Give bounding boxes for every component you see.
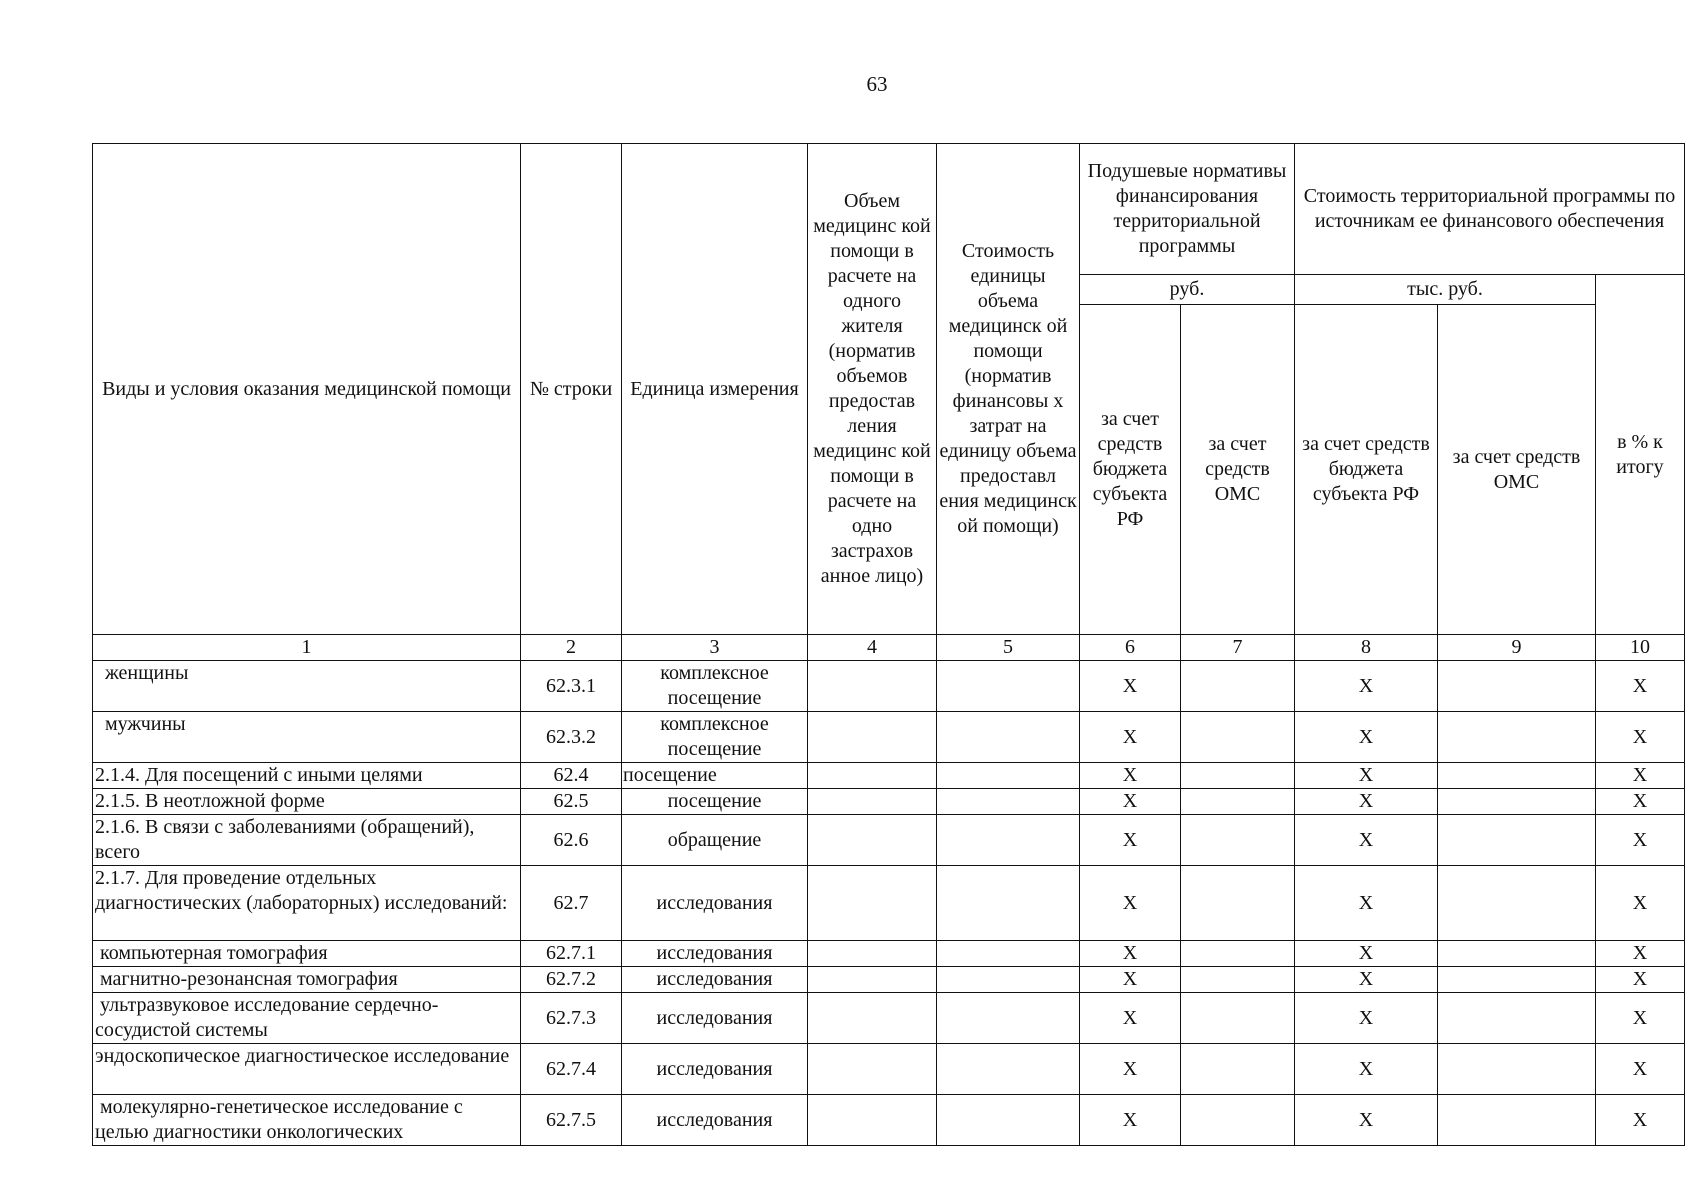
row-number: 62.7.2 (521, 967, 622, 993)
row-percent: Х (1596, 789, 1685, 815)
row-budget-thousand: Х (1295, 1044, 1438, 1095)
row-budget-rub: Х (1080, 1044, 1181, 1095)
row-oms-thousand (1438, 1044, 1596, 1095)
row-budget-thousand: Х (1295, 866, 1438, 941)
row-unit: обращение (622, 815, 808, 866)
row-budget-rub: Х (1080, 1095, 1181, 1146)
row-oms-thousand (1438, 993, 1596, 1044)
table-row (93, 1095, 1685, 1146)
row-unit: исследования (622, 993, 808, 1044)
row-unit: комплексное посещение (622, 661, 808, 712)
header-volume-per-resident: Объем медицинс кой помощи в расчете на одного жителя (норматив объемов предостав ления медицинс кой помощи в расчете на одно застрахов анное лицо) (808, 144, 937, 635)
row-budget-rub: Х (1080, 661, 1181, 712)
column-number: 9 (1438, 635, 1596, 661)
row-unit-cost (937, 815, 1080, 866)
row-oms-rub (1181, 789, 1295, 815)
row-unit-cost (937, 763, 1080, 789)
row-oms-thousand (1438, 941, 1596, 967)
row-volume (808, 866, 937, 941)
row-oms-rub (1181, 712, 1295, 763)
row-name: компьютерная томография (93, 941, 521, 967)
table-row (93, 763, 1685, 789)
column-number: 5 (937, 635, 1080, 661)
row-name: женщины (93, 661, 521, 712)
row-volume (808, 661, 937, 712)
row-oms-thousand (1438, 866, 1596, 941)
row-budget-thousand: Х (1295, 789, 1438, 815)
table-row (93, 661, 1685, 712)
row-percent: Х (1596, 993, 1685, 1044)
row-volume (808, 763, 937, 789)
row-oms-rub (1181, 1095, 1295, 1146)
row-oms-rub (1181, 815, 1295, 866)
row-number: 62.7.4 (521, 1044, 622, 1095)
header-row-number: № строки (521, 144, 622, 635)
row-volume (808, 712, 937, 763)
header-budget-rub: за счет средств бюджета субъекта РФ (1080, 305, 1181, 635)
table-row (93, 941, 1685, 967)
row-budget-thousand: Х (1295, 967, 1438, 993)
row-volume (808, 993, 937, 1044)
row-budget-thousand: Х (1295, 815, 1438, 866)
row-budget-thousand: Х (1295, 763, 1438, 789)
row-oms-rub (1181, 993, 1295, 1044)
row-volume (808, 1044, 937, 1095)
row-volume (808, 967, 937, 993)
page-number: 63 (866, 72, 888, 96)
row-name: эндоскопическое диагностическое исследование (93, 1044, 521, 1095)
row-oms-rub (1181, 866, 1295, 941)
header-unit-cost: Стоимость единицы объема медицинск ой помощи (норматив финансовы х затрат на единицу объема предоставл ения медицинск ой помощи) (937, 144, 1080, 635)
table-row (93, 789, 1685, 815)
header-budget-thousand: за счет средств бюджета субъекта РФ (1295, 305, 1438, 635)
row-unit: исследования (622, 866, 808, 941)
row-unit: исследования (622, 967, 808, 993)
row-budget-rub: Х (1080, 866, 1181, 941)
row-budget-thousand: Х (1295, 712, 1438, 763)
row-oms-thousand (1438, 967, 1596, 993)
row-budget-rub: Х (1080, 763, 1181, 789)
row-oms-thousand (1438, 763, 1596, 789)
header-oms-thousand: за счет средств ОМС (1438, 305, 1596, 635)
row-percent: Х (1596, 941, 1685, 967)
row-percent: Х (1596, 712, 1685, 763)
row-unit-cost (937, 993, 1080, 1044)
table-row (93, 815, 1685, 866)
row-number: 62.5 (521, 789, 622, 815)
row-budget-rub: Х (1080, 815, 1181, 866)
row-budget-rub: Х (1080, 941, 1181, 967)
row-unit: исследования (622, 1095, 808, 1146)
table-row (93, 712, 1685, 763)
row-oms-thousand (1438, 661, 1596, 712)
row-unit-cost (937, 1044, 1080, 1095)
row-unit-cost (937, 941, 1080, 967)
row-budget-thousand: Х (1295, 993, 1438, 1044)
header-row-main (93, 144, 1685, 275)
header-program-cost-group: Стоимость территориальной программы по источникам ее финансового обеспечения (1295, 144, 1685, 275)
row-oms-rub (1181, 661, 1295, 712)
row-oms-rub (1181, 1044, 1295, 1095)
row-number: 62.6 (521, 815, 622, 866)
row-unit: исследования (622, 1044, 808, 1095)
row-unit: посещение (622, 763, 808, 789)
row-oms-rub (1181, 763, 1295, 789)
row-unit: исследования (622, 941, 808, 967)
row-number: 62.7.5 (521, 1095, 622, 1146)
row-percent: Х (1596, 763, 1685, 789)
row-name: 2.1.7. Для проведение отдельных диагностических (лабораторных) исследований: (93, 866, 521, 941)
table-row (93, 1044, 1685, 1095)
row-budget-thousand: Х (1295, 661, 1438, 712)
row-volume (808, 941, 937, 967)
row-oms-thousand (1438, 1095, 1596, 1146)
header-oms-rub: за счет средств ОМС (1181, 305, 1295, 635)
row-name: магнитно-резонансная томография (93, 967, 521, 993)
table-row (93, 967, 1685, 993)
row-name: мужчины (93, 712, 521, 763)
row-oms-thousand (1438, 789, 1596, 815)
row-name: 2.1.6. В связи с заболеваниями (обращений), всего (93, 815, 521, 866)
header-types-of-care: Виды и условия оказания медицинской помощи (93, 144, 521, 635)
row-percent: Х (1596, 866, 1685, 941)
row-number: 62.7.1 (521, 941, 622, 967)
row-unit: комплексное посещение (622, 712, 808, 763)
row-oms-thousand (1438, 712, 1596, 763)
row-unit-cost (937, 712, 1080, 763)
row-unit: посещение (622, 789, 808, 815)
header-rub: руб. (1080, 275, 1295, 305)
column-number: 10 (1596, 635, 1685, 661)
column-number: 7 (1181, 635, 1295, 661)
row-budget-rub: Х (1080, 993, 1181, 1044)
row-name: 2.1.5. В неотложной форме (93, 789, 521, 815)
row-oms-thousand (1438, 815, 1596, 866)
row-percent: Х (1596, 1044, 1685, 1095)
row-unit-cost (937, 967, 1080, 993)
column-number: 6 (1080, 635, 1181, 661)
row-volume (808, 815, 937, 866)
row-unit-cost (937, 661, 1080, 712)
table-row (93, 866, 1685, 941)
row-oms-rub (1181, 941, 1295, 967)
row-unit-cost (937, 789, 1080, 815)
row-volume (808, 1095, 937, 1146)
header-thousand-rub: тыс. руб. (1295, 275, 1596, 305)
row-percent: Х (1596, 815, 1685, 866)
row-number: 62.7.3 (521, 993, 622, 1044)
row-name: молекулярно-генетическое исследование с целью диагностики онкологических (93, 1095, 521, 1146)
row-volume (808, 789, 937, 815)
row-budget-rub: Х (1080, 789, 1181, 815)
row-name: 2.1.4. Для посещений с иными целями (93, 763, 521, 789)
row-budget-rub: Х (1080, 967, 1181, 993)
column-number: 3 (622, 635, 808, 661)
row-budget-rub: Х (1080, 712, 1181, 763)
row-name: ультразвуковое исследование сердечно-сосудистой системы (93, 993, 521, 1044)
header-percent-of-total: в % к итогу (1596, 275, 1685, 635)
row-budget-thousand: Х (1295, 1095, 1438, 1146)
financing-table (92, 143, 1685, 1146)
table-row (93, 993, 1685, 1044)
column-number: 4 (808, 635, 937, 661)
row-unit-cost (937, 866, 1080, 941)
column-number: 2 (521, 635, 622, 661)
header-per-capita-group: Подушевые нормативы финансирования территориальной программы (1080, 144, 1295, 275)
row-percent: Х (1596, 661, 1685, 712)
row-oms-rub (1181, 967, 1295, 993)
row-number: 62.3.1 (521, 661, 622, 712)
row-number: 62.4 (521, 763, 622, 789)
column-number: 1 (93, 635, 521, 661)
column-number-row (93, 635, 1685, 661)
row-percent: Х (1596, 1095, 1685, 1146)
header-unit: Единица измерения (622, 144, 808, 635)
row-unit-cost (937, 1095, 1080, 1146)
column-number: 8 (1295, 635, 1438, 661)
row-budget-thousand: Х (1295, 941, 1438, 967)
row-percent: Х (1596, 967, 1685, 993)
row-number: 62.3.2 (521, 712, 622, 763)
row-number: 62.7 (521, 866, 622, 941)
